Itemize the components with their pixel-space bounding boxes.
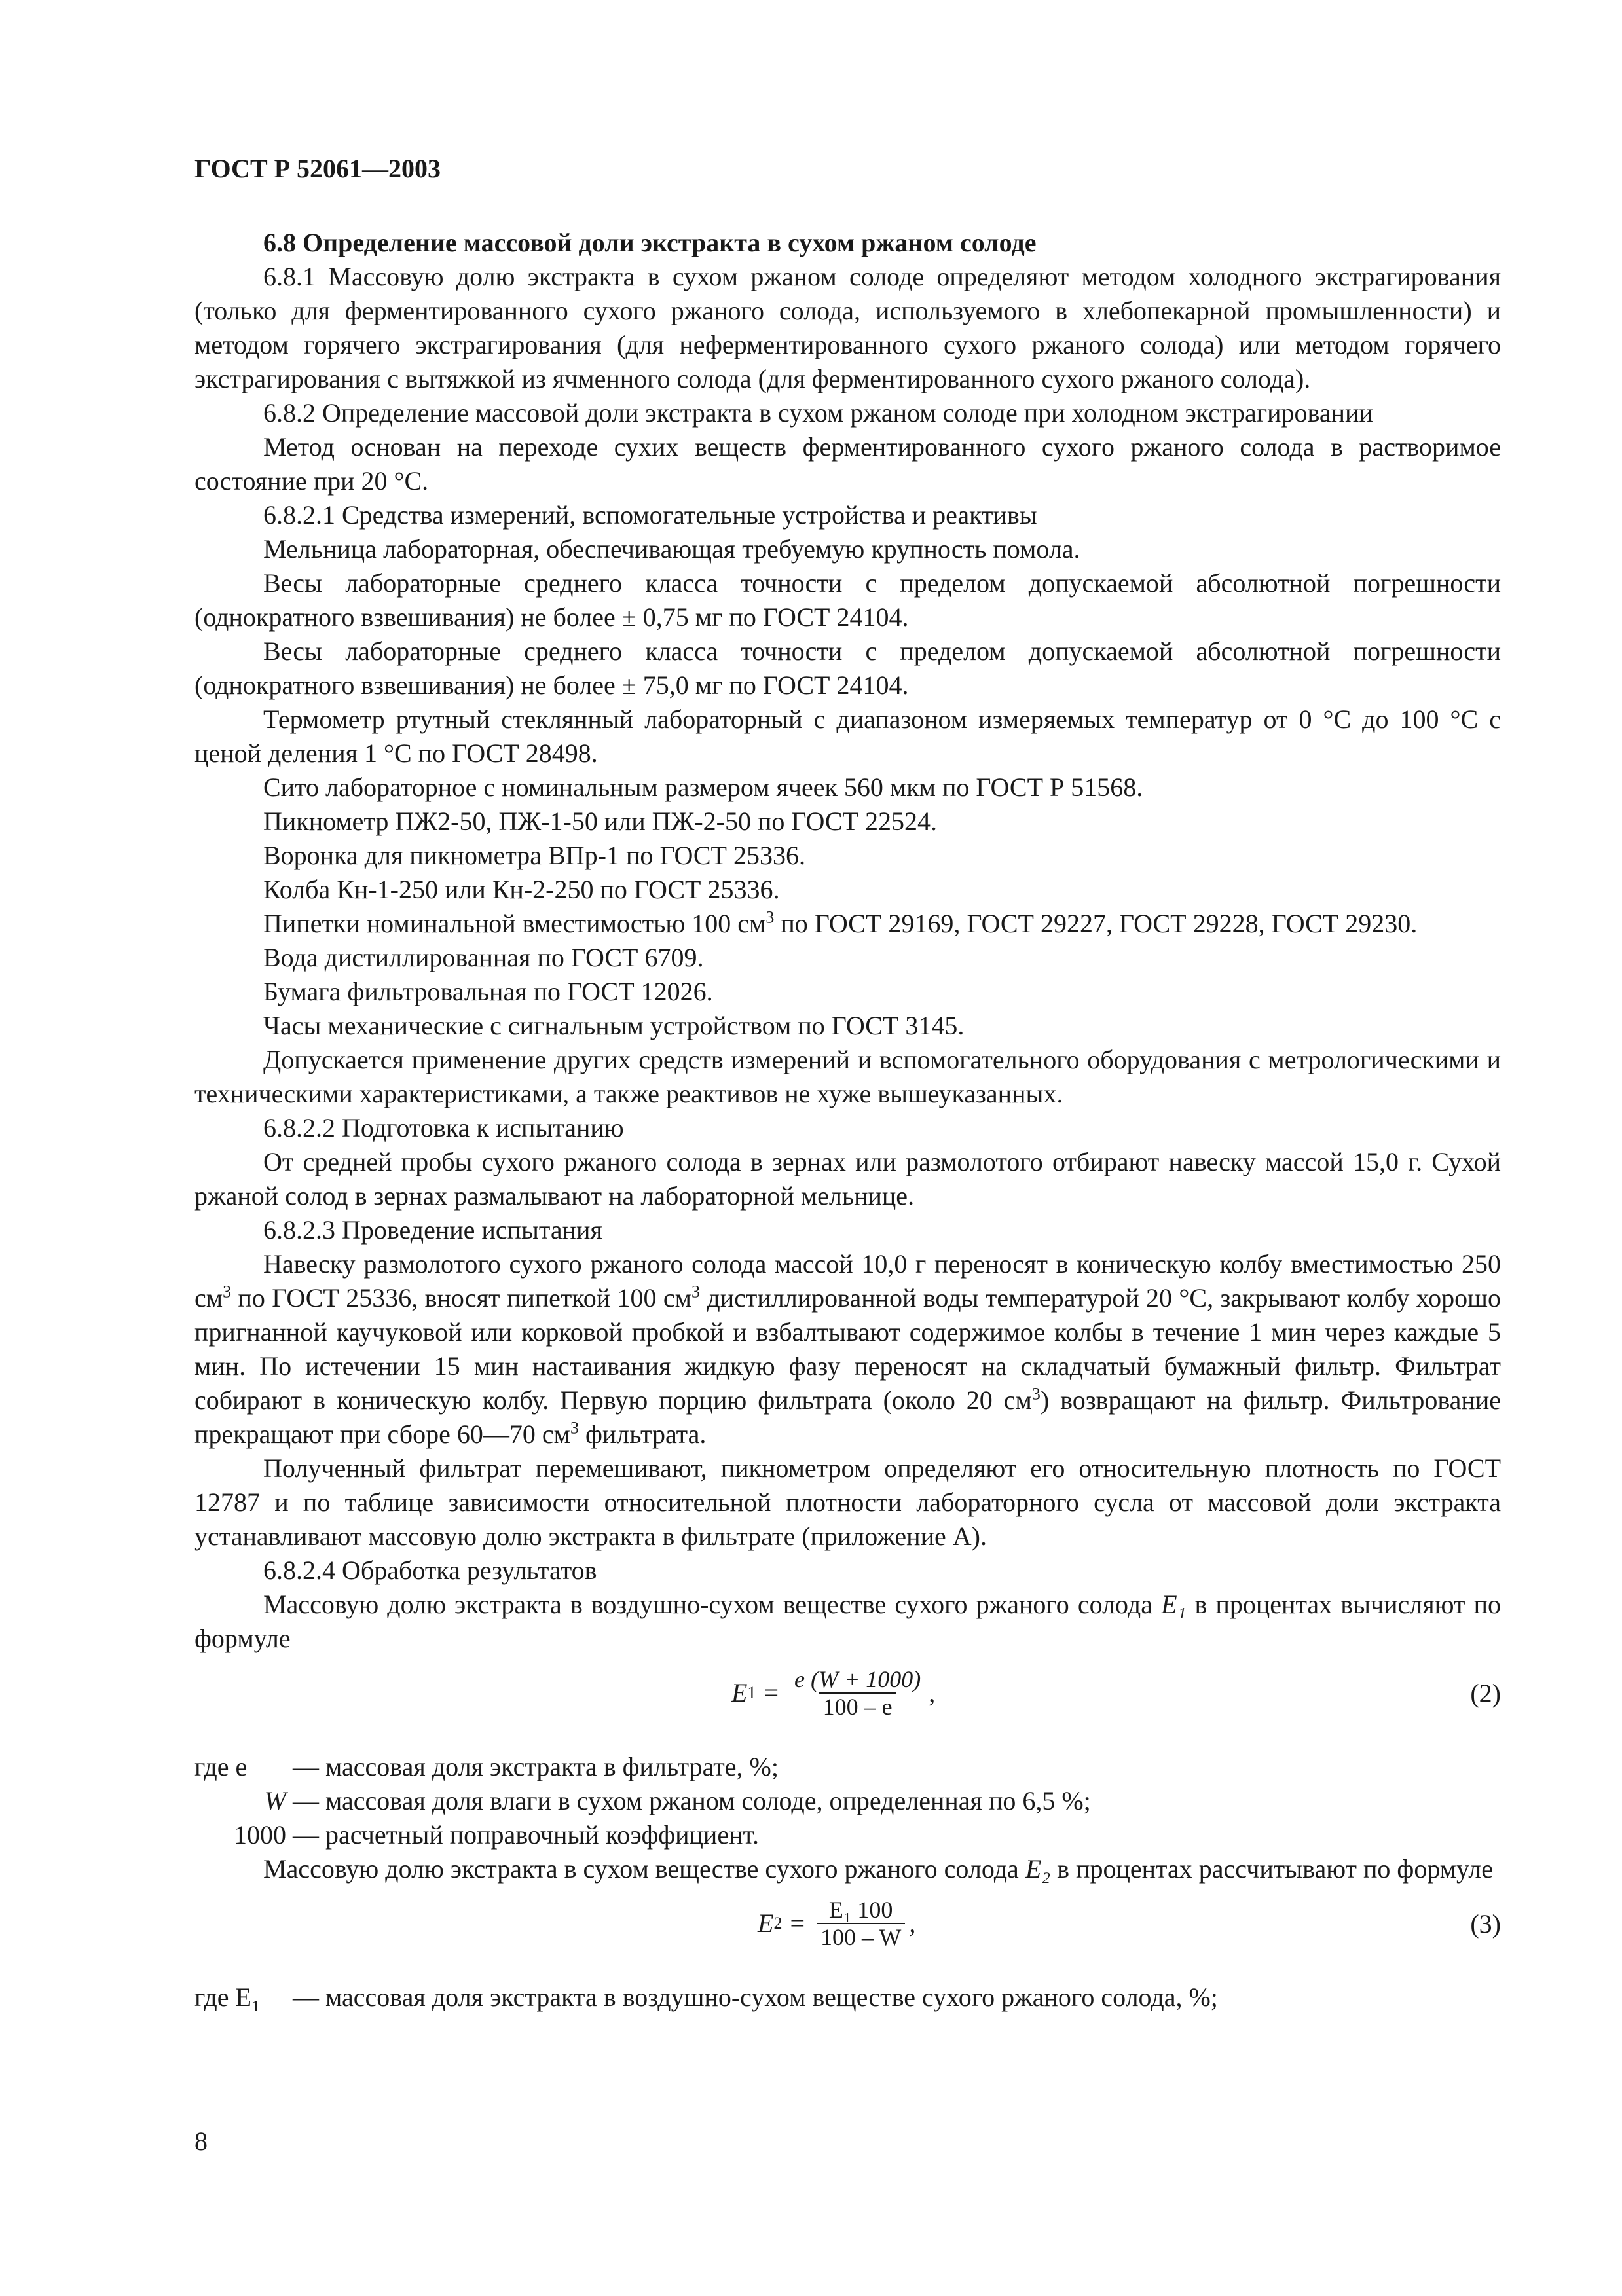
formula-2-fraction: [790, 1666, 925, 1720]
paragraph-allowed: Допускается применение других средств измерений и вспомогательного оборудования с метрологическими и техническими характеристиками, а также реактивов не хуже вышеуказанных.: [194, 1045, 1501, 1108]
e2-symbol: E₂: [1025, 1854, 1051, 1884]
formula-3-expression: E 2 = $\frac{\text{E₁ 100}}{100 - W}$ ,: [758, 1897, 916, 1950]
paragraph-6-8-2: 6.8.2 Определение массовой доли экстракта в сухом ржаном солоде при холодном экстрагировании: [263, 398, 1373, 428]
where-row-1000: [194, 1818, 1501, 1852]
test-text-4: ) возвращают на фильтр. Фильтрование прекращают при сборе 60—70 см: [194, 1385, 1502, 1449]
test-text-1: Навеску размолотого сухого ржаного солода массой 10,0 г переносят в коническую колбу вместимостью 250 см: [194, 1249, 1501, 1313]
where-description: — расчетный поправочный коэффициент.: [293, 1820, 759, 1850]
formula-2-expression: E 1 = $\frac{e (W + 1000)}{100 - e}$ ,: [731, 1666, 936, 1720]
item-sieve: Сито лабораторное с номинальным размером ячеек 560 мкм по ГОСТ Р 51568.: [263, 773, 1143, 802]
formula-3-lhs: E: [758, 1908, 774, 1938]
document-body: [194, 226, 1501, 2014]
e1-symbol: E₁: [1161, 1590, 1187, 1619]
paragraph-6-8-2-4: 6.8.2.4 Обработка результатов: [263, 1556, 597, 1585]
where-description: — массовая доля экстракта в фильтрате, %;: [293, 1752, 779, 1781]
formula-2-lhs: E: [731, 1678, 748, 1707]
item-clock: Часы механические с сигнальным устройством по ГОСТ 3145.: [263, 1011, 965, 1040]
item-water: Вода дистиллированная по ГОСТ 6709.: [263, 943, 704, 972]
paragraph-preparation: От средней пробы сухого ржаного солода в зернах или размолотого отбирают навеску массой 15,0 г. Сухой ржаной солод в зернах размалывают на лабораторной мельнице.: [194, 1147, 1501, 1211]
item-thermometer: Термометр ртутный стеклянный лабораторный с диапазоном измеряемых температур от 0 °С до 100 °С с ценой деления 1 °С по ГОСТ 28498.: [194, 704, 1501, 768]
formula-2-tail: ,: [929, 1678, 936, 1707]
where-description: — массовая доля влаги в сухом ржаном солоде, определенная по 6,5 %;: [293, 1786, 1091, 1815]
e1-intro-text-a: Массовую долю экстракта в воздушно-сухом веществе сухого ржаного солода: [263, 1590, 1162, 1619]
e1-intro-text-b: в процентах вычисляют по формуле: [194, 1590, 1501, 1653]
e2-intro-text-b: в процентах рассчитывают по формуле: [1050, 1854, 1494, 1884]
test-text-3: дистиллированной воды температурой 20 °С, закрывают колбу хорошо пригнанной каучуковой или корковой пробкой и взбалтывают содержимое колбы в течение 1 мин через каждые 5 мин. По истечении 15 мин настаивания жидкую фазу переносят на складчатый бумажный фильтр. Фильтрат собирают в коническую колбу. Первую порцию фильтрата (около 20 см: [194, 1283, 1501, 1415]
formula-2: [194, 1662, 1501, 1741]
item-mill: Мельница лабораторная, обеспечивающая требуемую крупность помола.: [263, 534, 1080, 564]
formula-2-number: (2): [1470, 1679, 1501, 1708]
formula-2-numerator: e (W + 1000): [794, 1666, 921, 1692]
item-flask: Колба Кн-1-250 или Кн-2-250 по ГОСТ 25336.: [263, 875, 780, 904]
formula-3-fraction: [817, 1897, 905, 1950]
where-row-w: [194, 1784, 1501, 1818]
item-paper: Бумага фильтровальная по ГОСТ 12026.: [263, 977, 713, 1006]
where-symbol: 1000: [234, 1820, 286, 1850]
formula-2-eq: =: [764, 1678, 779, 1707]
formula-3-number: (3): [1470, 1909, 1501, 1939]
where-row-e: [194, 1750, 1501, 1784]
paragraph-e2-intro: [194, 1852, 1501, 1886]
test-sup-2: 3: [691, 1282, 700, 1302]
pipettes-text-a: Пипетки номинальной вместимостью 100 см: [263, 909, 766, 938]
paragraph-test: [194, 1247, 1501, 1451]
document-header: ГОСТ Р 52061—2003: [194, 154, 441, 183]
formula-3-denominator: 100 – W: [817, 1923, 905, 1950]
section-title: 6.8 Определение массовой доли экстракта в сухом ржаном солоде: [263, 228, 1037, 257]
test-sup-1: 3: [223, 1282, 232, 1302]
test-text-2: по ГОСТ 25336, вносят пипеткой 100 см: [231, 1283, 691, 1313]
formula-3-numerator: E₁ 100: [828, 1897, 893, 1923]
formula-3-eq: =: [790, 1908, 805, 1938]
where-symbol: W: [264, 1786, 286, 1815]
paragraph-method: Метод основан на переходе сухих веществ ферментированного сухого ржаного солода в растворимое состояние при 20 °С.: [194, 432, 1501, 496]
item-scales-1: Весы лабораторные среднего класса точности с пределом допускаемой абсолютной погрешности (однократного взвешивания) не более ± 0,75 мг по ГОСТ 24104.: [194, 568, 1501, 632]
where-symbol: где e: [194, 1752, 248, 1781]
item-funnel: Воронка для пикнометра ВПр-1 по ГОСТ 25336.: [263, 841, 805, 870]
paragraph-6-8-2-1: 6.8.2.1 Средства измерений, вспомогательные устройства и реактивы: [263, 500, 1037, 530]
test-text-5: фильтрата.: [578, 1419, 707, 1449]
paragraph-6-8-2-3: 6.8.2.3 Проведение испытания: [263, 1215, 602, 1245]
test-sup-3: 3: [1031, 1384, 1041, 1404]
formula-3: [194, 1893, 1501, 1971]
page-number: 8: [194, 2126, 208, 2156]
formula-3-tail: ,: [909, 1908, 916, 1938]
where-symbol: где E₁: [194, 1982, 261, 2012]
item-scales-2: Весы лабораторные среднего класса точности с пределом допускаемой абсолютной погрешности (однократного взвешивания) не более ± 75,0 мг по ГОСТ 24104.: [194, 636, 1501, 700]
paragraph-6-8-1: 6.8.1 Массовую долю экстракта в сухом ржаном солоде определяют методом холодного экстрагирования (только для ферментированного сухого ржаного солода, используемого в хлебопекарной промышленности) и методом горячего экстрагирования (для неферментированного сухого ржаного солода) или методом горячего экстрагирования с вытяжкой из ячменного солода (для ферментированного сухого ржаного солода).: [194, 262, 1501, 393]
where-row-e1: [194, 1980, 1501, 2014]
pipettes-sup: 3: [765, 907, 775, 927]
test-sup-4: 3: [570, 1418, 579, 1438]
paragraph-6-8-2-2: 6.8.2.2 Подготовка к испытанию: [263, 1113, 624, 1142]
paragraph-filtrate: Полученный фильтрат перемешивают, пикнометром определяют его относительную плотность по ГОСТ 12787 и по таблице зависимости относительной плотности лабораторного сусла от массовой доли экстракта устанавливают массовую долю экстракта в фильтрате (приложение А).: [194, 1453, 1501, 1551]
item-pycnometer: Пикнометр ПЖ2-50, ПЖ-1-50 или ПЖ-2-50 по ГОСТ 22524.: [263, 807, 937, 836]
formula-2-denominator: 100 – e: [819, 1692, 896, 1720]
e2-intro-text-a: Массовую долю экстракта в сухом веществе сухого ржаного солода: [263, 1854, 1025, 1884]
where-description: — массовая доля экстракта в воздушно-сухом веществе сухого ржаного солода, %;: [293, 1982, 1218, 2012]
pipettes-text-b: по ГОСТ 29169, ГОСТ 29227, ГОСТ 29228, ГОСТ 29230.: [774, 909, 1418, 938]
paragraph-e1-intro: [194, 1588, 1501, 1656]
item-pipettes: [194, 907, 1501, 941]
